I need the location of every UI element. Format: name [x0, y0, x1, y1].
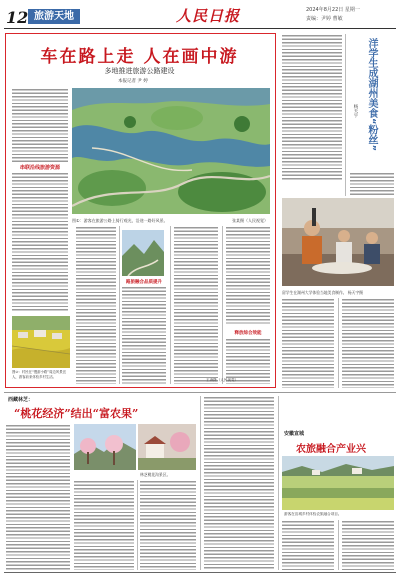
lead-body-text-col2	[76, 226, 116, 384]
column-divider	[170, 226, 171, 384]
lead-body-text-col1	[12, 88, 68, 162]
header-rule	[4, 28, 396, 29]
column-divider	[119, 226, 120, 384]
bottom-right-text-col2	[342, 520, 394, 570]
bottom-left-headline: “桃花经济”结出“富农果”	[14, 407, 139, 420]
bottom-right-photo-caption: 游客在宣城乡村体验农旅融合项目。	[284, 512, 342, 516]
lead-body-text-col1b	[12, 172, 68, 312]
students-cooking-image	[282, 198, 394, 286]
bottom-right-text-col1	[282, 520, 334, 570]
lead-body-text-col3	[122, 286, 166, 384]
side-body-text	[350, 172, 394, 196]
side-top-text	[282, 34, 342, 180]
bottom-middle-text	[204, 396, 274, 570]
side-lower-text-col1	[282, 298, 334, 388]
aerial-landscape-image	[72, 88, 270, 214]
bottom-left-photo-caption: 林芝桃花沟景区。	[140, 472, 171, 477]
mountain-road-image	[122, 230, 164, 276]
lead-byline: 本报记者 尹 婷	[118, 79, 148, 84]
bottom-right-photo	[282, 456, 394, 510]
lead-headline: 车在路上走 人在画中游	[40, 47, 239, 67]
lead-subhead-1: 串联沿线旅游资源	[19, 165, 60, 171]
side-photo-caption: 留学生在湖州大学体验当地美食制作。 杨天宇摄	[282, 290, 363, 295]
side-lower-text-col2	[342, 298, 394, 388]
peach-blossom-image	[74, 424, 136, 470]
side-photo	[282, 198, 394, 286]
bottom-left-text-col1	[6, 424, 70, 570]
section-banner	[28, 9, 80, 24]
page-number: 12	[6, 8, 29, 27]
lead-body-text-col4	[174, 226, 218, 384]
page-header	[0, 0, 400, 30]
side-story-author: 杨天宇	[353, 104, 358, 118]
bottom-right-headline: 农旅融合产业兴	[296, 444, 366, 455]
bottom-left-kicker: 西藏林芝：	[8, 397, 34, 403]
lead-photo-main-credit: 张某摄（人民视觉）	[232, 218, 268, 223]
side-story-title: 洋学生成湖州美食“粉丝”	[366, 38, 377, 152]
lead-photo-village-credit: 王涛摄（人民视觉）	[206, 378, 239, 382]
column-divider	[200, 396, 201, 570]
lead-subhead-2: 路旅融合品质提升	[126, 280, 162, 285]
lead-photo-main-caption: 图①：游客在旅游公路上骑行观光，沿途一路好风景。	[72, 218, 168, 223]
lead-photo-main	[72, 88, 270, 214]
bottom-left-photo-1	[74, 424, 136, 470]
column-divider	[345, 34, 346, 196]
farm-landscape-image	[282, 456, 394, 510]
masthead-logo: 人民日报	[176, 7, 241, 25]
lead-photo-village	[12, 316, 70, 368]
column-divider	[137, 480, 138, 570]
bottom-section-rule	[4, 392, 396, 393]
date-line: 2024年8月22日 星期一	[306, 7, 360, 13]
column-divider	[278, 396, 279, 570]
page-bottom-rule	[4, 572, 396, 573]
side-story-title-block	[350, 34, 394, 168]
lead-story-frame	[5, 33, 276, 388]
bottom-right-kicker: 安徽宣城	[284, 431, 305, 437]
column-divider	[338, 520, 339, 570]
lead-body-text-col5	[226, 226, 270, 326]
bottom-left-text-col3	[140, 480, 196, 570]
column-divider	[338, 298, 339, 388]
column-divider	[222, 226, 223, 384]
lead-photo-small	[122, 230, 164, 276]
editor-line: 责编：尹婷 曹敏	[306, 16, 343, 22]
bottom-left-photo-2	[138, 424, 196, 470]
lead-subhead-3: 释放综合效能	[234, 331, 262, 336]
rapeseed-field-village-image	[12, 316, 70, 368]
bottom-left-text-col2	[74, 480, 134, 570]
lead-subheadline: 多地推进旅游公路建设	[104, 67, 175, 75]
lead-photo-village-caption: 图②：村民在“慢游小路”周边风景宜人，游客前来体验乡村生活。	[12, 370, 67, 379]
blossom-village-image	[138, 424, 196, 470]
section-name: 旅游天地	[34, 11, 74, 22]
